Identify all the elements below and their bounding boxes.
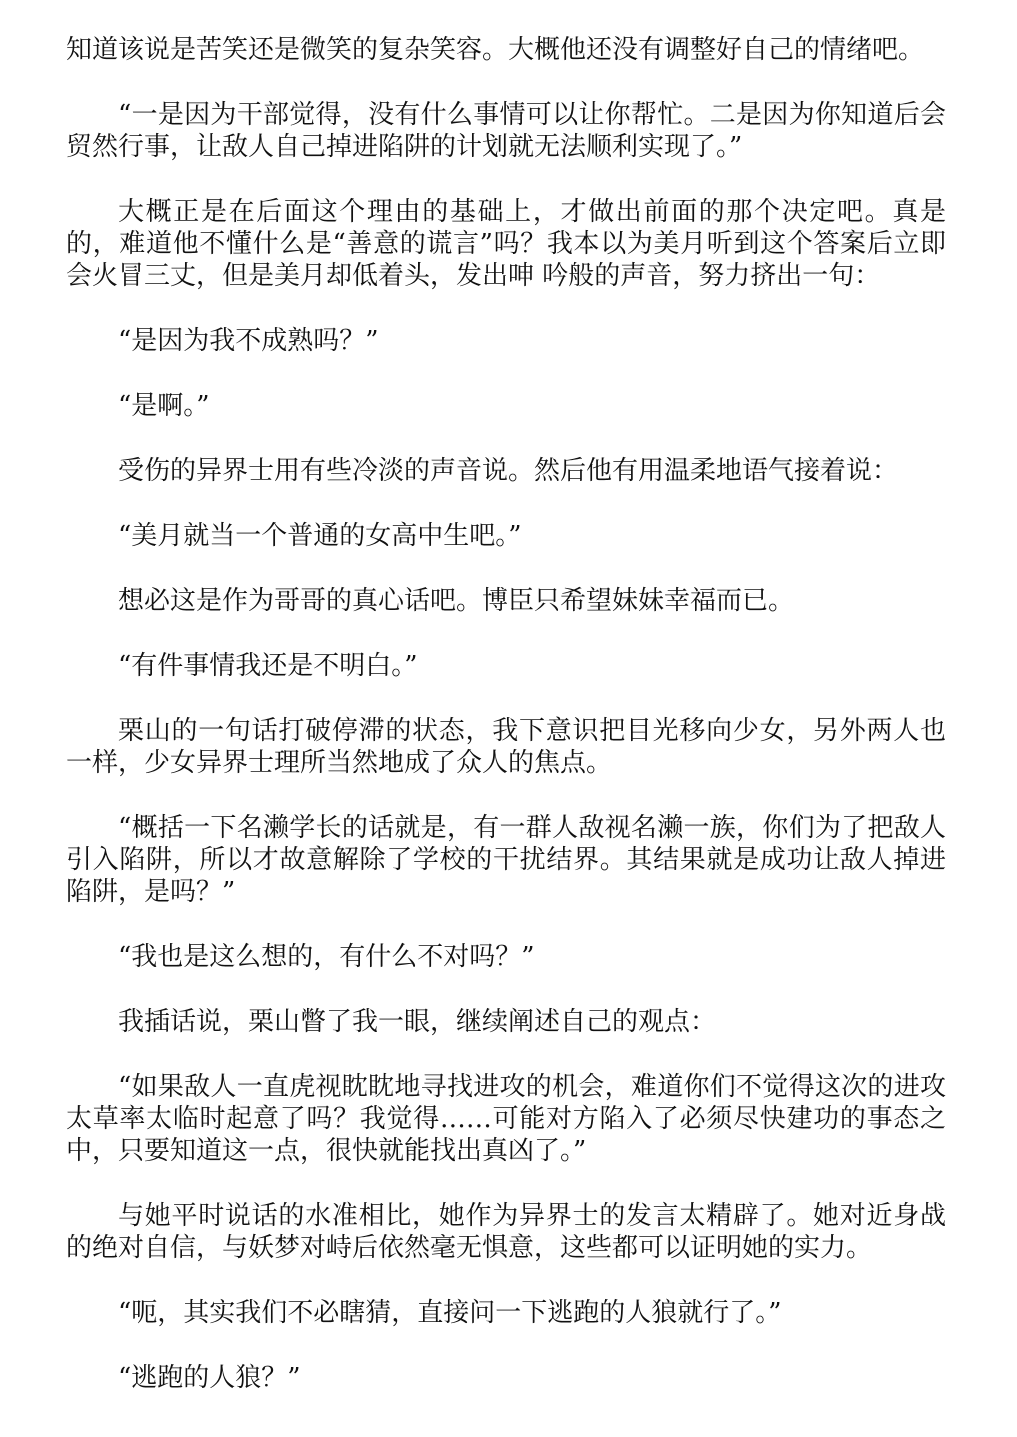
- document-page: [66, 34, 946, 1427]
- paragraph: “如果敌人一直虎视眈眈地寻找进攻的机会，难道你们不觉得这次的进攻太草率太临时起意了吗？我觉得……可能对方陷入了必须尽快建功的事态之中，只要知道这一点，很快就能找出真凶了。”: [66, 1072, 946, 1166]
- paragraph: “逃跑的人狼？”: [118, 1363, 301, 1393]
- paragraph: 与她平时说话的水准相比，她作为异界士的发言太精辟了。她对近身战的绝对自信，与妖梦对峙后依然毫无惧意，这些都可以证明她的实力。: [66, 1201, 946, 1263]
- paragraph: 栗山的一句话打破停滞的状态，我下意识把目光移向少女，另外两人也一样，少女异界士理所当然地成了众人的焦点。: [66, 716, 946, 778]
- paragraph: 想必这是作为哥哥的真心话吧。博臣只希望妹妹幸福而已。: [118, 586, 795, 616]
- paragraph: “是啊。”: [118, 391, 210, 421]
- paragraph: “我也是这么想的，有什么不对吗？”: [118, 942, 535, 972]
- paragraph: “有件事情我还是不明白。”: [118, 651, 418, 681]
- paragraph: “美月就当一个普通的女高中生吧。”: [118, 521, 522, 551]
- paragraph: 我插话说，栗山瞥了我一眼，继续阐述自己的观点：: [118, 1007, 717, 1037]
- paragraph: “是因为我不成熟吗？”: [118, 326, 379, 356]
- paragraph: 大概正是在后面这个理由的基础上，才做出前面的那个决定吧。真是的，难道他不懂什么是“善意的谎言”吗？我本以为美月听到这个答案后立即会火冒三丈，但是美月却低着头，发出呻 吟般的声音，努力挤出一句：: [66, 197, 946, 291]
- paragraph: “一是因为干部觉得，没有什么事情可以让你帮忙。二是因为你知道后会贸然行事，让敌人自己掉进陷阱的计划就无法顺利实现了。”: [66, 100, 946, 162]
- paragraph: “呃，其实我们不必瞎猜，直接问一下逃跑的人狼就行了。”: [118, 1298, 782, 1328]
- paragraph-continuation: 知道该说是苦笑还是微笑的复杂笑容。大概他还没有调整好自己的情绪吧。: [66, 35, 925, 65]
- paragraph: “概括一下名濑学长的话就是，有一群人敌视名濑一族，你们为了把敌人引入陷阱，所以才故意解除了学校的干扰结界。其结果就是成功让敌人掉进陷阱，是吗？”: [66, 813, 946, 907]
- paragraph: 受伤的异界士用有些冷淡的声音说。然后他有用温柔地语气接着说：: [118, 456, 899, 486]
